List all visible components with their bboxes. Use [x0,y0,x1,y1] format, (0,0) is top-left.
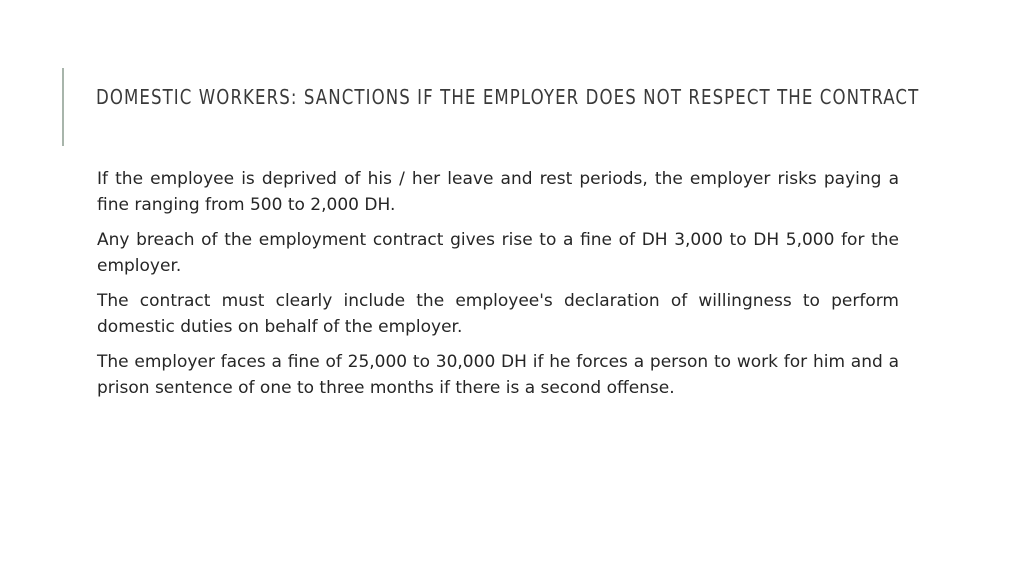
paragraph-contract-breach: Any breach of the employment contract gives rise to a fine of DH 3,000 to DH 5,000 for the employer. [97,230,899,276]
slide-body [97,166,899,410]
slide-title: DOMESTIC WORKERS: SANCTIONS IF THE EMPLOYER DOES NOT RESPECT THE CONTRACT [96,85,920,109]
paragraph-forced-work: The employer faces a fine of 25,000 to 30,000 DH if he forces a person to work for him and a prison sentence of one to three months if there is a second offense. [97,352,899,398]
title-accent-bar [62,68,64,146]
paragraph-declaration: The contract must clearly include the employee's declaration of willingness to perform domestic duties on behalf of the employer. [97,291,899,337]
paragraph-leave-rest: If the employee is deprived of his / her leave and rest periods, the employer risks paying a fine ranging from 500 to 2,000 DH. [97,169,899,215]
